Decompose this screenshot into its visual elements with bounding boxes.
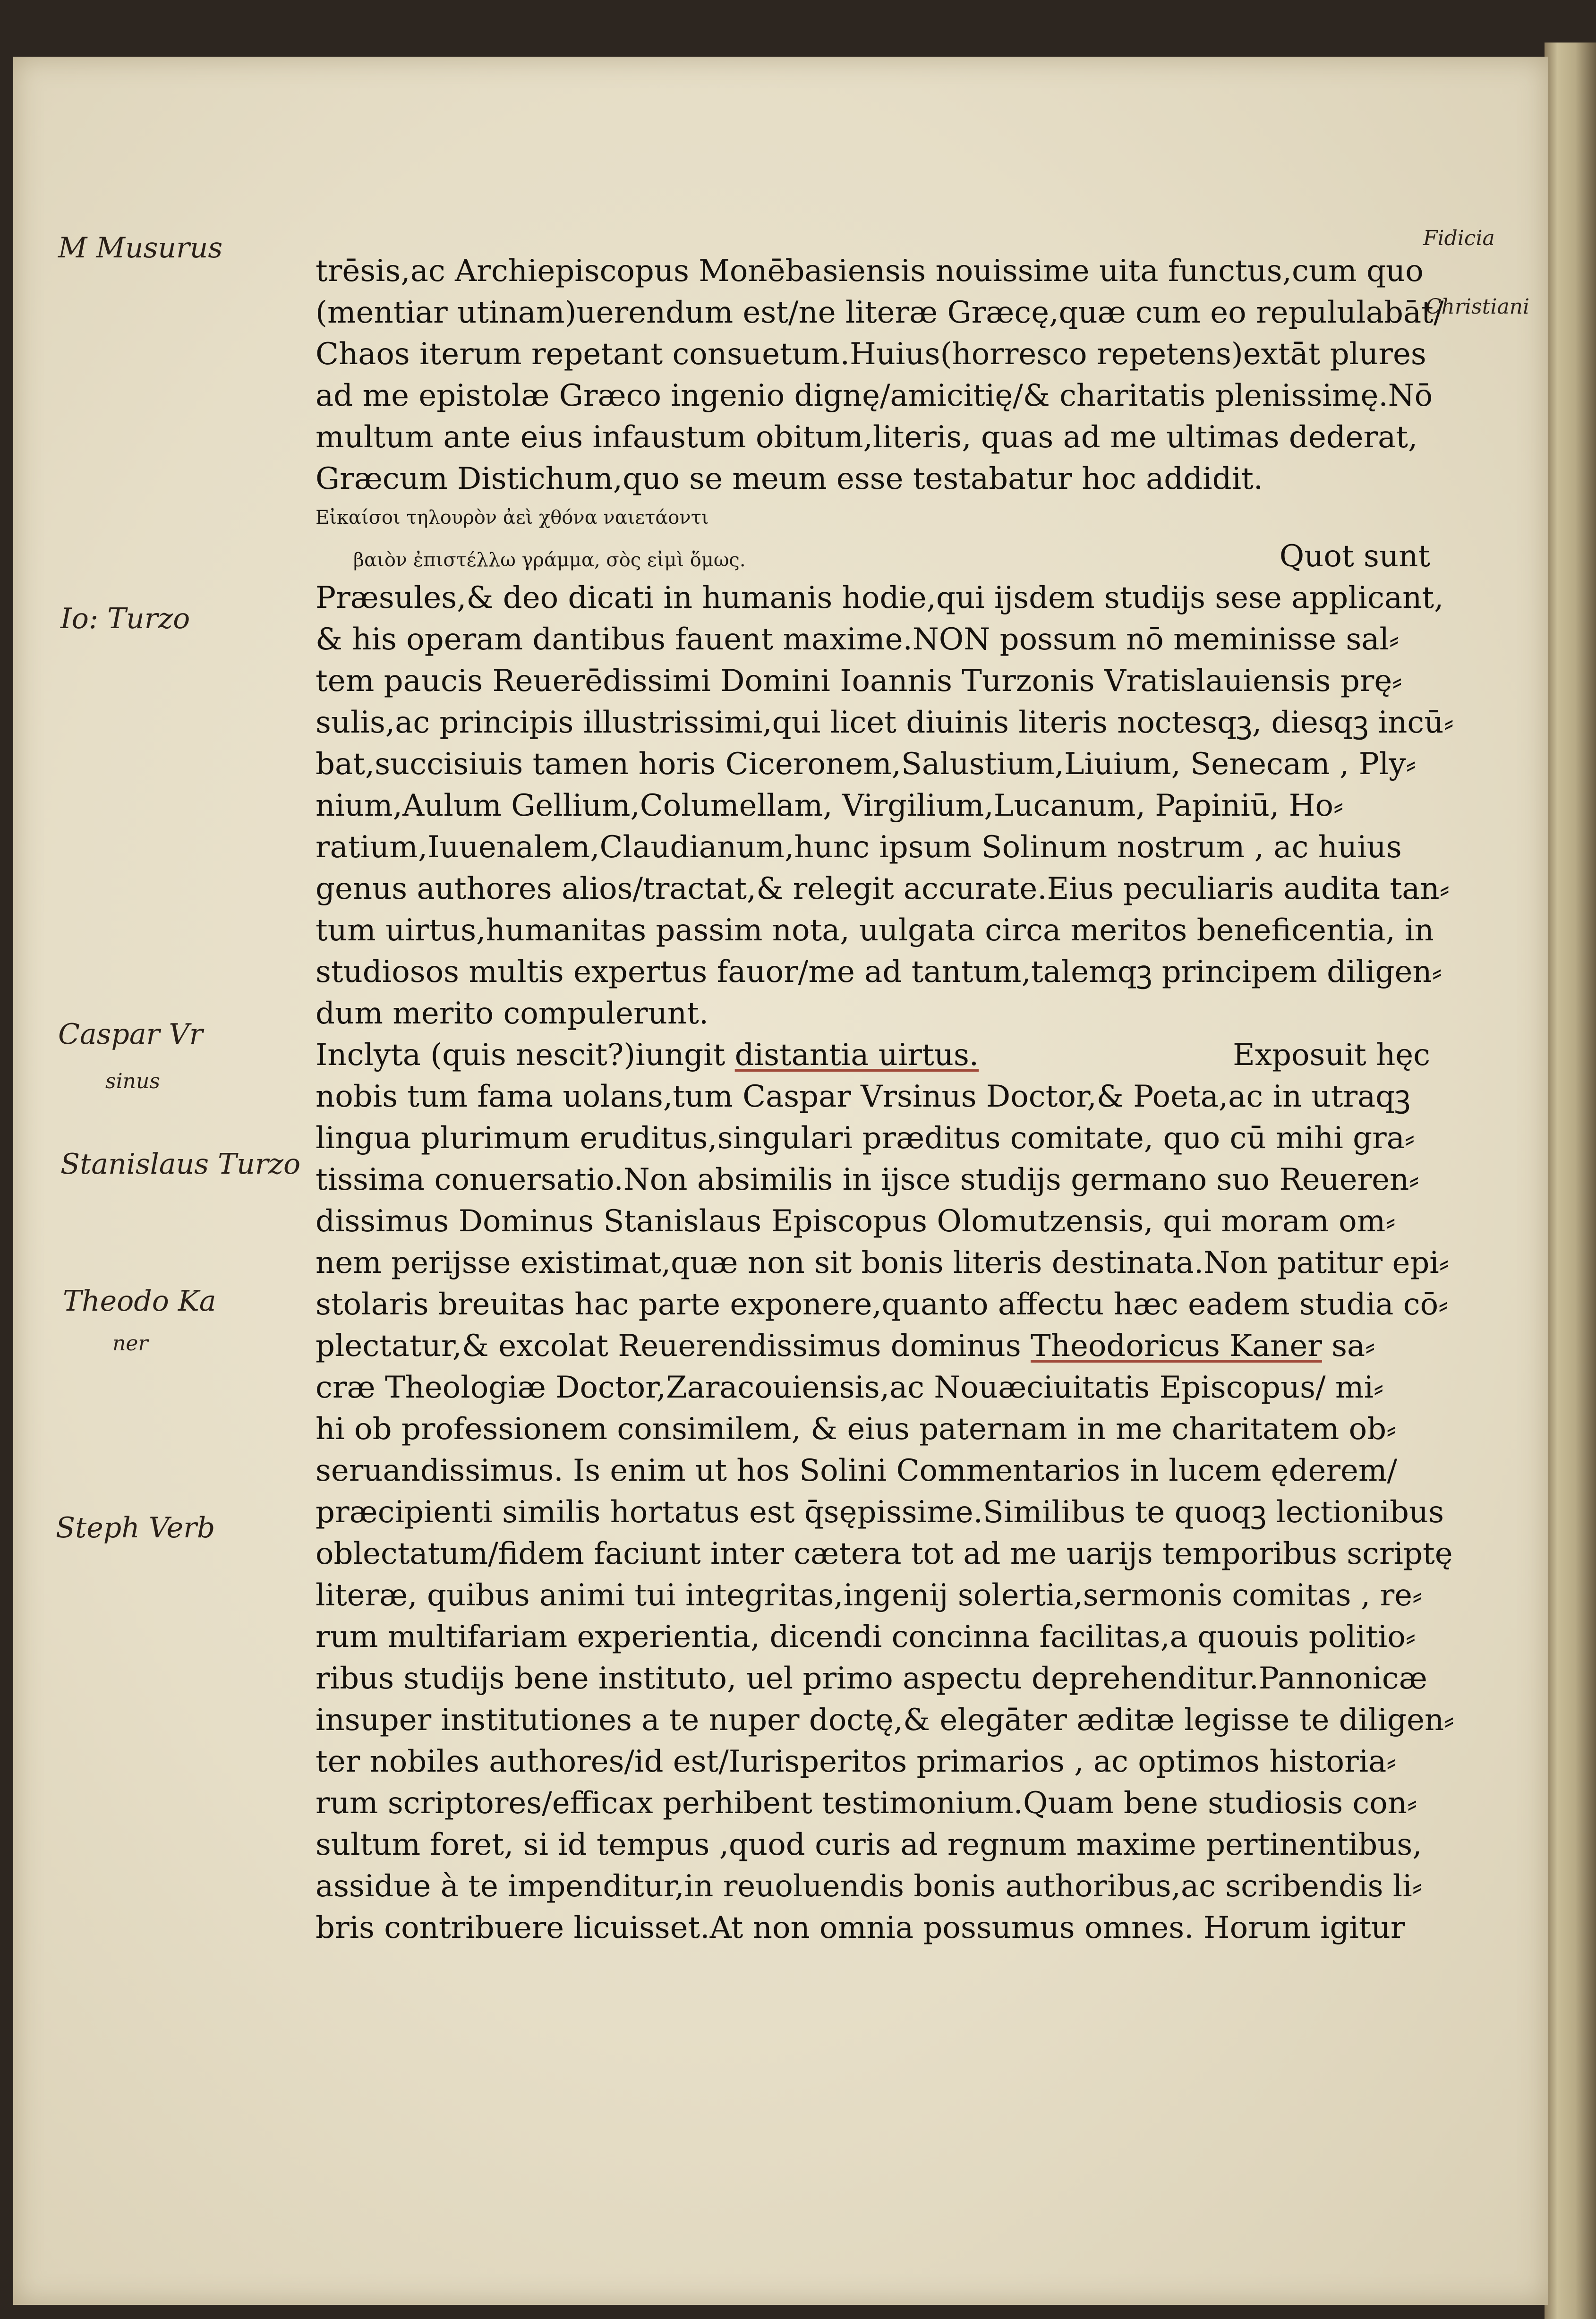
margin-note-stephanus: Steph Verb <box>56 1511 215 1544</box>
plectatur-end: sa⸗ <box>1322 1329 1375 1364</box>
text-line: nobis tum fama uolans,tum Caspar Vrsinus Doctor,& Poeta,ac in utraqꝫ <box>316 1079 1410 1114</box>
text-line: sultum foret, si id tempus ,quod curis ad regnum maxime pertinentibus, <box>316 1827 1422 1862</box>
exposuit-text: Exposuit hęc <box>1233 1038 1430 1073</box>
text-line: hi ob professionem consimilem, & eius paternam in me charitatem ob⸗ <box>316 1412 1397 1447</box>
text-line: dissimus Dominus Stanislaus Episcopus Olomutzensis, qui moram om⸗ <box>316 1204 1396 1239</box>
text-line: tum uirtus,humanitas passim nota, uulgata circa meritos beneficentia, in <box>316 913 1434 948</box>
margin-note-caspar-2: sinus <box>105 1069 160 1093</box>
text-line: Chaos iterum repetant consuetum.Huius(horresco repetens)extāt plures <box>316 337 1426 372</box>
text-line: nem perijsse existimat,quæ non sit bonis literis destinata.Non patitur epi⸗ <box>316 1245 1450 1280</box>
text-line: cræ Theologiæ Doctor,Zaracouiensis,ac Nouæciuitatis Episcopus/ mi⸗ <box>316 1370 1384 1405</box>
text-line: bris contribuere licuisset.At non omnia possumus omnes. Horum igitur <box>316 1910 1405 1945</box>
greek-distich-row-2 <box>316 536 1430 577</box>
text-line: Græcum Distichum,quo se meum esse testabatur hoc addidit. <box>316 461 1263 496</box>
text-line: tissima conuersatio.Non absimilis in ijsce studijs germano suo Reueren⸗ <box>316 1162 1419 1197</box>
text-line: Præsules,& deo dicati in humanis hodie,qui ijsdem studijs sese applicant, <box>316 580 1444 615</box>
text-line: oblectatum/fidem faciunt inter cætera tot ad me uarijs temporibus scriptę <box>316 1536 1453 1571</box>
margin-note-right-1: Fidicia <box>1423 226 1495 250</box>
text-line: literæ, quibus animi tui integritas,ingenij solertia,sermonis comitas , re⸗ <box>316 1578 1423 1613</box>
text-line: trēsis,ac Archiepiscopus Monēbasiensis nouissime uita functus,cum quo <box>316 254 1424 289</box>
page-edge <box>1545 43 1596 2319</box>
text-line: stolaris breuitas hac parte exponere,quanto affectu hæc eadem studia cō⸗ <box>316 1287 1449 1322</box>
text-line: dum merito compulerunt. <box>316 996 709 1031</box>
text-line: & his operam dantibus fauent maxime.NON possum nō meminisse sal⸗ <box>316 622 1400 657</box>
text-line: lingua plurimum eruditus,singulari præditus comitate, quo cū mihi gra⸗ <box>316 1121 1415 1156</box>
text-line: (mentiar utinam)uerendum est/ne literæ Græcę,quæ cum eo repululabāt/ <box>316 295 1444 330</box>
text-line: rum multifariam experientia, dicendi concinna facilitas,a quouis politio⸗ <box>316 1620 1416 1654</box>
margin-note-theodoricus: Theodo Ka <box>63 1285 216 1318</box>
text-line: ratium,Iuuenalem,Claudianum,hunc ipsum Solinum nostrum , ac huius <box>316 830 1402 865</box>
inclyta-text: Inclyta (quis nescit?)iungit <box>316 1038 735 1073</box>
distantia-underlined: distantia uirtus. <box>734 1038 979 1073</box>
inclyta-line <box>316 1034 1430 1076</box>
text-line: seruandissimus. Is enim ut hos Solini Commentarios in lucem ęderem/ <box>316 1453 1398 1488</box>
text-line: ter nobiles authores/id est/Iurisperitos primarios , ac optimos historia⸗ <box>316 1744 1397 1779</box>
text-line: assidue à te impenditur,in reuoluendis bonis authoribus,ac scribendis li⸗ <box>316 1869 1422 1904</box>
main-text <box>316 250 1454 1949</box>
theodoricus-underlined: Theodoricus Kaner <box>1031 1329 1322 1364</box>
plectatur-line <box>316 1325 1430 1367</box>
book-page <box>13 57 1548 2305</box>
text-line: multum ante eius infaustum obitum,literis, quas ad me ultimas dederat, <box>316 420 1418 455</box>
text-line: ad me epistolæ Græco ingenio dignę/amicitię/& charitatis plenissimę.Nō <box>316 378 1433 413</box>
text-line: tem paucis Reuerēdissimi Domini Ioannis Turzonis Vratislauiensis prę⸗ <box>316 664 1402 699</box>
text-line: ribus studijs bene instituto, uel primo aspectu deprehenditur.Pannonicæ <box>316 1661 1427 1696</box>
margin-note-turzo: Io: Turzo <box>60 602 190 635</box>
margin-note-right-2: Christiani <box>1425 295 1530 319</box>
text-line: bat,succisiuis tamen horis Ciceronem,Salustium,Liuium, Senecam , Ply⸗ <box>316 747 1416 782</box>
greek-distich-line-1: Εἰκαίσοι τηλουρὸν ἀεὶ χθόνα ναιετάοντι <box>316 507 709 529</box>
quot-sunt: Quot sunt <box>1279 539 1430 574</box>
text-line: genus authores alios/tractat,& relegit accurate.Eius peculiaris audita tan⸗ <box>316 871 1450 906</box>
margin-note-theodoricus-2: ner <box>112 1331 148 1356</box>
margin-note-stanislaus: Stanislaus Turzo <box>60 1148 301 1181</box>
greek-distich-line-2: βαιὸν ἐπιστέλλω γράμμα, σὸς εἰμὶ ὅμως. <box>353 549 746 571</box>
margin-note-caspar: Caspar Vr <box>58 1018 203 1051</box>
text-line: nium,Aulum Gellium,Columellam, Virgilium,Lucanum, Papiniū, Ho⸗ <box>316 788 1344 823</box>
text-line: rum scriptores/efficax perhibent testimonium.Quam bene studiosis con⸗ <box>316 1786 1417 1821</box>
text-line: studiosos multis expertus fauor/me ad tantum,talemqꝫ principem diligen⸗ <box>316 955 1442 989</box>
margin-note-musurus: M Musurus <box>58 231 223 264</box>
text-line: sulis,ac principis illustrissimi,qui licet diuinis literis noctesqꝫ, diesqꝫ incū⸗ <box>316 705 1454 740</box>
text-line: insuper institutiones a te nuper doctę,& elegāter æditæ legisse te diligen⸗ <box>316 1703 1454 1738</box>
plectatur-text: plectatur,& excolat Reuerendissimus dominus <box>316 1329 1031 1364</box>
text-line: præcipienti similis hortatus est q̄sępissime.Similibus te quoqꝫ lectionibus <box>316 1495 1444 1530</box>
